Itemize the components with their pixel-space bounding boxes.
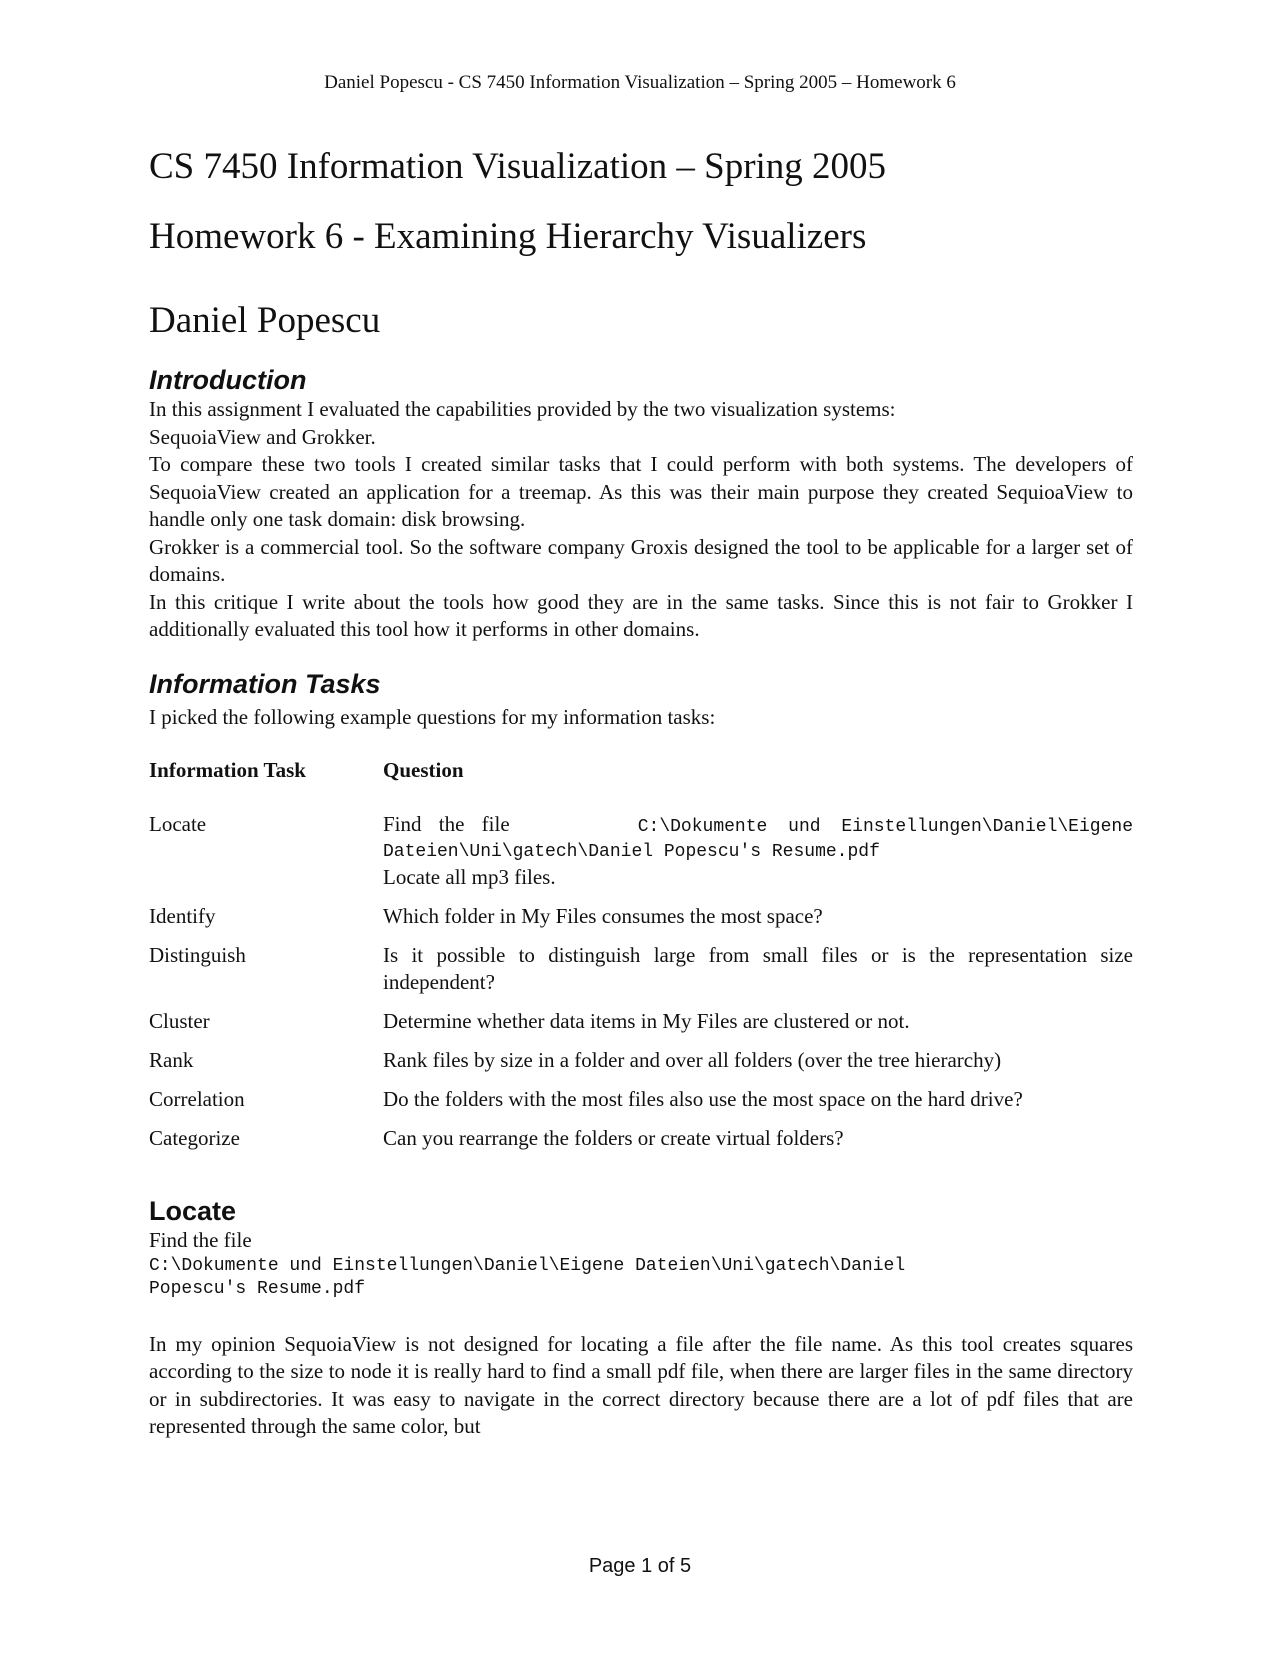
- intro-paragraph-3: Grokker is a commercial tool. So the software company Groxis designed the tool to be applicable for a larger set of domains.: [149, 534, 1133, 586]
- table-row: [149, 811, 1133, 891]
- homework-title: Homework 6 - Examining Hierarchy Visualizers: [149, 216, 867, 257]
- task-correlation: Correlation: [149, 1087, 245, 1111]
- intro-line-1: In this assignment I evaluated the capabilities provided by the two visualization systems:: [149, 397, 896, 421]
- table-row: [149, 903, 1133, 930]
- task-categorize: Categorize: [149, 1126, 240, 1150]
- locate-find-text: Find the file: [149, 1228, 252, 1252]
- table-header-row: [149, 757, 1133, 784]
- intro-paragraph-4: In this critique I write about the tools how good they are in the same tasks. Since this is not fair to Grokker I additionally evaluated this tool how it performs in other domains.: [149, 589, 1133, 641]
- introduction-heading: Introduction: [149, 365, 307, 395]
- table-row: [149, 1008, 1133, 1035]
- table-row: [149, 1086, 1133, 1113]
- column-header-question: Question: [383, 758, 464, 782]
- intro-paragraph-2: To compare these two tools I created similar tasks that I could perform with both systems. The developers of SequoiaView created an application for a treemap. As this was their main purpose they created SequioaView to handle only one task domain: disk browsing.: [149, 452, 1133, 531]
- table-row: [149, 942, 1133, 996]
- locate-file-path-line-1: C:\Dokumente und Einstellungen\Daniel\Eigene Dateien\Uni\gatech\Daniel: [149, 1255, 906, 1276]
- task-cluster: Cluster: [149, 1009, 210, 1033]
- page-content: [149, 145, 1133, 1441]
- task-identify: Identify: [149, 904, 216, 928]
- locate-file-path-line-2: Popescu's Resume.pdf: [149, 1278, 366, 1299]
- information-tasks-table: [149, 757, 1133, 1152]
- course-title: CS 7450 Information Visualization – Spring 2005: [149, 146, 887, 187]
- question-identify: Which folder in My Files consumes the most space?: [383, 904, 823, 928]
- table-row: [149, 1125, 1133, 1152]
- question-cluster: Determine whether data items in My Files are clustered or not.: [383, 1009, 910, 1033]
- locate-heading: Locate: [149, 1196, 237, 1226]
- question-correlation: Do the folders with the most files also use the most space on the hard drive?: [383, 1087, 1023, 1111]
- question-locate: [383, 811, 1133, 891]
- task-distinguish: Distinguish: [149, 943, 246, 967]
- locate-mp3-question: Locate all mp3 files.: [383, 865, 556, 889]
- author-name: Daniel Popescu: [149, 300, 381, 341]
- question-categorize: Can you rearrange the folders or create virtual folders?: [383, 1126, 844, 1150]
- question-rank: Rank files by size in a folder and over all folders (over the tree hierarchy): [383, 1048, 1002, 1072]
- information-tasks-heading: Information Tasks: [149, 668, 381, 699]
- task-rank: Rank: [149, 1048, 194, 1072]
- task-locate: Locate: [149, 812, 207, 836]
- intro-line-2: SequoiaView and Grokker.: [149, 424, 376, 449]
- locate-find-line: [383, 811, 1133, 841]
- page-number-footer: Page 1 of 5: [588, 1555, 692, 1577]
- information-tasks-intro: I picked the following example questions for my information tasks:: [149, 704, 716, 729]
- locate-paragraph: In my opinion SequoiaView is not designed for locating a file after the file name. As this tool creates squares according to the size to node it is really hard to find a small pdf file, when there are larger files in the same directory or in subdirectories. It was easy to navigate in the correct directory because there are a lot of pdf files that are represented through the same color, but: [149, 1331, 1133, 1438]
- table-row: [149, 1047, 1133, 1074]
- locate-path-line-1: C:\Dokumente und Einstellungen\Daniel\Eigene: [637, 817, 1133, 837]
- locate-path-line-2: Dateien\Uni\gatech\Daniel Popescu's Resume.pdf: [383, 842, 880, 862]
- running-header: Daniel Popescu - CS 7450 Information Visualization – Spring 2005 – Homework 6: [324, 72, 956, 93]
- locate-find-prefix: Find the file: [383, 812, 510, 836]
- column-header-task: Information Task: [149, 758, 306, 782]
- question-distinguish: Is it possible to distinguish large from small files or is the representation size independent?: [383, 943, 1133, 994]
